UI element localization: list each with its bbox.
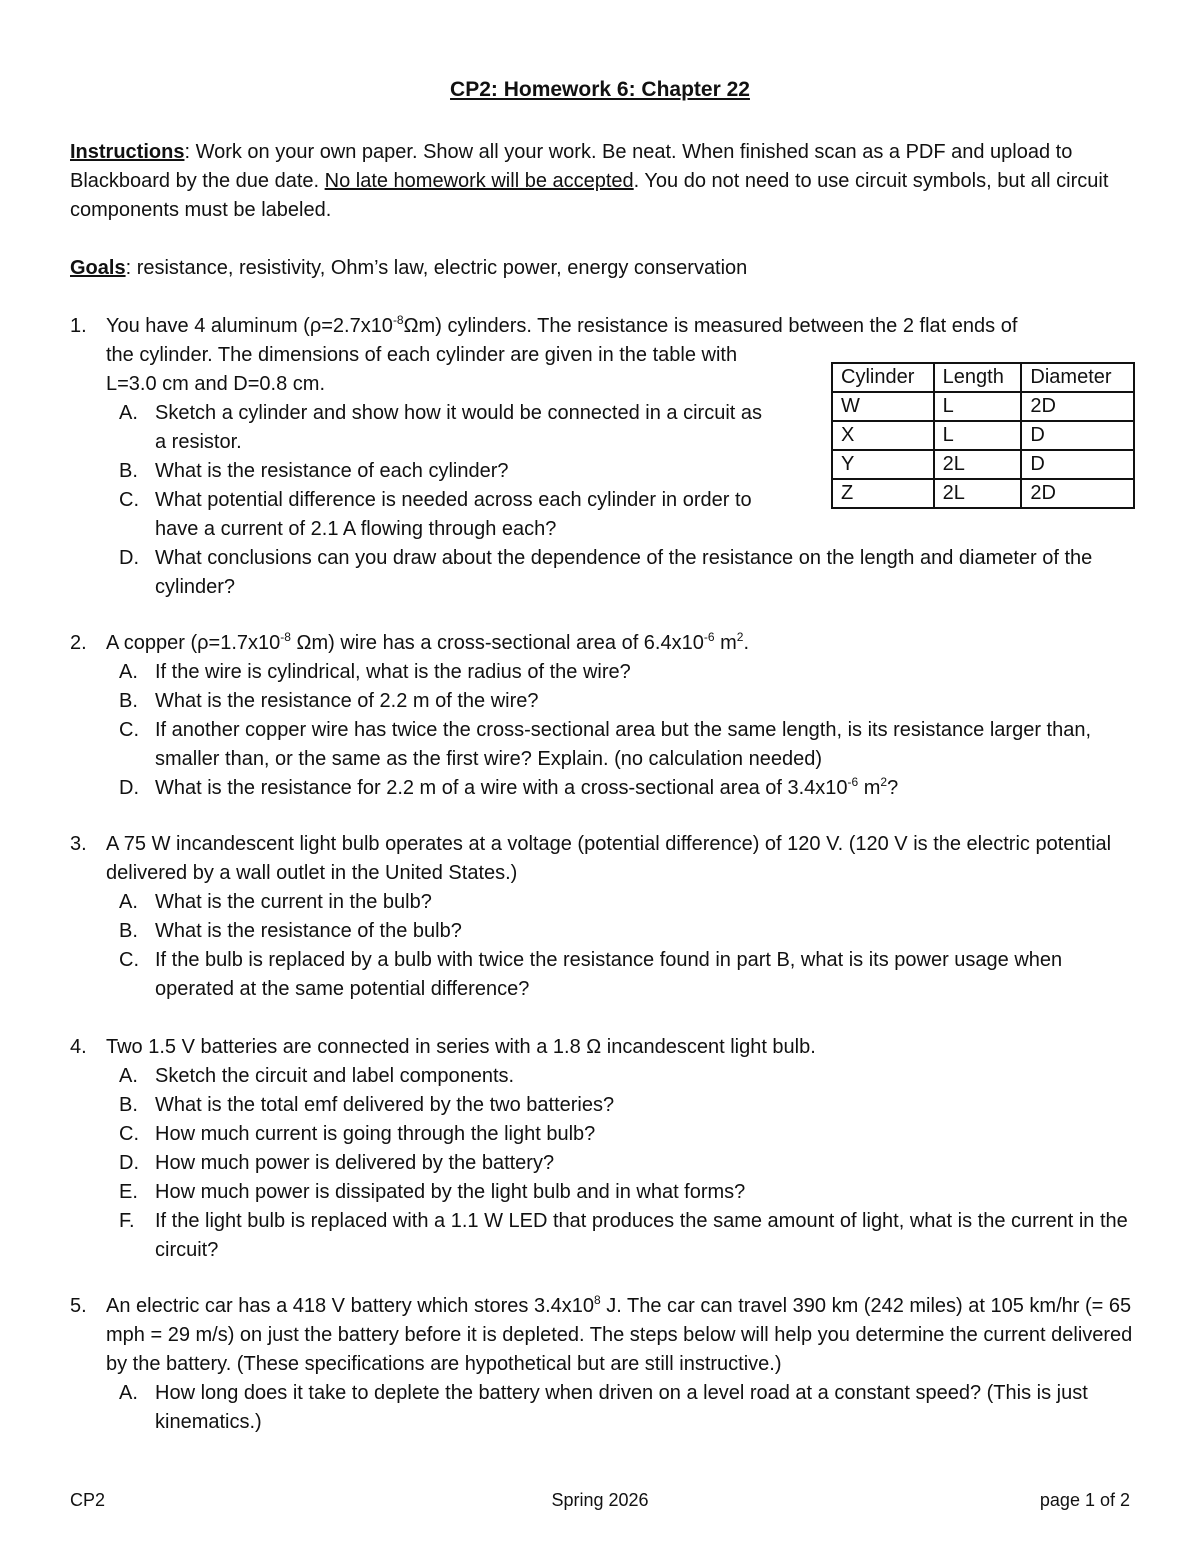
part-label: A. <box>119 402 138 424</box>
q2d-exponent-2: 2 <box>880 775 888 789</box>
q2-text-1: A copper (ρ=1.7x10 <box>106 632 281 654</box>
part-label: A. <box>119 1065 138 1087</box>
goals-label: Goals <box>70 257 126 279</box>
part-label: C. <box>119 1123 139 1145</box>
table-cell: 2D <box>1021 392 1134 421</box>
q2d-exponent-1: -6 <box>847 775 859 789</box>
q3a-text: What is the current in the bulb? <box>155 891 432 913</box>
q2-exponent-1: -8 <box>280 630 291 644</box>
q4f-text: If the light bulb is replaced with a 1.1 W LED that produces the same amount of light, what is the current in the circuit? <box>155 1210 1128 1261</box>
q2d-text-2: m <box>858 777 881 799</box>
table-cell: L <box>934 421 1022 450</box>
q4e-text: How much power is dissipated by the light bulb and in what forms? <box>155 1181 746 1203</box>
question-4 <box>70 1033 1135 1265</box>
late-policy-text: No late homework will be accepted <box>324 170 634 192</box>
part-label: A. <box>119 661 138 683</box>
question-1-part-d <box>70 544 1135 602</box>
question-2-part-c <box>70 716 1135 774</box>
q2-text-4: . <box>743 632 749 654</box>
question-4-part-e <box>70 1178 1135 1207</box>
table-cell: L <box>934 392 1022 421</box>
question-number: 1. <box>70 315 87 337</box>
part-label: E. <box>119 1181 138 1203</box>
question-4-part-f <box>70 1207 1135 1265</box>
table-row <box>832 392 1134 421</box>
q4c-text: How much current is going through the light bulb? <box>155 1123 596 1145</box>
q2-exponent-2: -6 <box>703 630 715 644</box>
q1b-text: What is the resistance of each cylinder? <box>155 460 509 482</box>
question-3-stem <box>70 830 1135 888</box>
q4a-text: Sketch the circuit and label components. <box>155 1065 515 1087</box>
part-label: B. <box>119 920 138 942</box>
part-label: C. <box>119 719 139 741</box>
table-header-row <box>832 363 1134 392</box>
q2-text-3: m <box>714 632 737 654</box>
q1-text-3: L=3.0 cm and D=0.8 cm. <box>106 373 326 395</box>
question-4-part-d <box>70 1149 1135 1178</box>
q2c-text: If another copper wire has twice the cross-sectional area but the same length, is its resistance larger than, smaller than, or the same as the first wire? Explain. (no calculation needed) <box>155 719 1092 770</box>
table-header-cell: Cylinder <box>832 363 934 392</box>
question-3 <box>70 830 1135 1004</box>
part-label: A. <box>119 891 138 913</box>
question-4-part-b <box>70 1091 1135 1120</box>
part-label: D. <box>119 1152 139 1174</box>
table-header-cell: Length <box>934 363 1022 392</box>
goals-text: : resistance, resistivity, Ohm’s law, electric power, energy conservation <box>125 257 748 279</box>
table-row <box>832 450 1134 479</box>
question-2-stem <box>70 629 1135 658</box>
q5-text-1: An electric car has a 418 V battery which stores 3.4x10 <box>106 1295 595 1317</box>
part-label: C. <box>119 949 139 971</box>
question-4-stem <box>70 1033 1135 1062</box>
question-2-part-d <box>70 774 1135 803</box>
q2a-text: If the wire is cylindrical, what is the radius of the wire? <box>155 661 631 683</box>
table-cell: 2D <box>1021 479 1134 508</box>
table-cell: Y <box>832 450 934 479</box>
footer-center: Spring 2026 <box>551 1490 649 1510</box>
part-label: B. <box>119 1094 138 1116</box>
part-label: A. <box>119 1382 138 1404</box>
q2d-text-1: What is the resistance for 2.2 m of a wire with a cross-sectional area of 3.4x10 <box>155 777 848 799</box>
question-3-part-c <box>70 946 1135 1004</box>
q5-text-2: J. The car can travel 390 km (242 miles) at 105 km/hr (= 65 mph = 29 m/s) on just the battery before it is depleted. The steps below will help you determine the current delivered by the battery. (These specifications are hypothetical but are still instructive.) <box>106 1295 1133 1375</box>
q4b-text: What is the total emf delivered by the two batteries? <box>155 1094 615 1116</box>
footer-left: CP2 <box>70 1490 106 1510</box>
table-cell: D <box>1021 421 1134 450</box>
q1-text-2: the cylinder. The dimensions of each cylinder are given in the table with <box>106 344 738 366</box>
instructions-paragraph <box>70 138 1135 225</box>
goals-paragraph <box>70 254 1135 283</box>
q2-text-2: Ωm) wire has a cross-sectional area of 6.4x10 <box>290 632 704 654</box>
question-number: 4. <box>70 1036 87 1058</box>
question-number: 5. <box>70 1295 87 1317</box>
question-2 <box>70 629 1135 803</box>
table-row <box>832 421 1134 450</box>
question-2-part-a <box>70 658 1135 687</box>
question-5-part-a <box>70 1379 1135 1437</box>
part-label: F. <box>119 1210 135 1232</box>
table-cell: Z <box>832 479 934 508</box>
cylinder-dimensions-table <box>831 362 1135 509</box>
q5-exponent: 8 <box>594 1293 601 1307</box>
table-cell: 2L <box>934 450 1022 479</box>
table-cell: W <box>832 392 934 421</box>
q2d-text-3: ? <box>887 777 899 799</box>
question-4-part-a <box>70 1062 1135 1091</box>
instructions-text-2: . You do not need to use circuit symbols, but all circuit components must be labeled. <box>70 170 1109 221</box>
part-label: C. <box>119 489 139 511</box>
q1-text-1b: Ωm) cylinders. The resistance is measured between the 2 flat ends of <box>403 315 1018 337</box>
q4d-text: How much power is delivered by the battery? <box>155 1152 555 1174</box>
q4-text: Two 1.5 V batteries are connected in series with a 1.8 Ω incandescent light bulb. <box>106 1036 816 1058</box>
q1c-text-1: What potential difference is needed across each cylinder in order to <box>155 489 752 511</box>
q1-exponent: -8 <box>392 313 404 327</box>
q1a-text-2: a resistor. <box>155 431 242 453</box>
table-cell: D <box>1021 450 1134 479</box>
part-label: D. <box>119 547 139 569</box>
q2b-text: What is the resistance of 2.2 m of the wire? <box>155 690 539 712</box>
part-label: B. <box>119 460 138 482</box>
table-header-cell: Diameter <box>1021 363 1134 392</box>
question-number: 2. <box>70 632 87 654</box>
table-cell: X <box>832 421 934 450</box>
q1-text-1: You have 4 aluminum (ρ=2.7x10 <box>106 315 393 337</box>
question-2-part-b <box>70 687 1135 716</box>
table-cell: 2L <box>934 479 1022 508</box>
question-3-part-b <box>70 917 1135 946</box>
question-5 <box>70 1292 1135 1437</box>
page-title: CP2: Homework 6: Chapter 22 <box>450 78 750 101</box>
q1d-text: What conclusions can you draw about the dependence of the resistance on the length and diameter of the cylinder? <box>155 547 1093 598</box>
question-4-part-c <box>70 1120 1135 1149</box>
instructions-text-1: : Work on your own paper. Show all your work. Be neat. When finished scan as a PDF and upload to Blackboard by the due date. <box>70 141 1073 192</box>
table-row <box>832 479 1134 508</box>
question-number: 3. <box>70 833 87 855</box>
q2-exponent-3: 2 <box>736 630 744 644</box>
footer-page-number: page 1 of 2 <box>1039 1490 1130 1510</box>
q3-text: A 75 W incandescent light bulb operates at a voltage (potential difference) of 120 V. (120 V is the electric potential delivered by a wall outlet in the United States.) <box>106 833 1112 884</box>
q1a-text-1: Sketch a cylinder and show how it would be connected in a circuit as <box>155 402 763 424</box>
part-label: B. <box>119 690 138 712</box>
q5a-text: How long does it take to deplete the battery when driven on a level road at a constant speed? (This is just kinematics.) <box>155 1382 1088 1433</box>
question-5-stem <box>70 1292 1135 1379</box>
part-label: D. <box>119 777 139 799</box>
q3c-text: If the bulb is replaced by a bulb with twice the resistance found in part B, what is its power usage when operated at the same potential difference? <box>155 949 1063 1000</box>
question-3-part-a <box>70 888 1135 917</box>
instructions-label: Instructions <box>70 141 185 163</box>
q1c-text-2: have a current of 2.1 A flowing through each? <box>155 518 557 540</box>
q3b-text: What is the resistance of the bulb? <box>155 920 462 942</box>
